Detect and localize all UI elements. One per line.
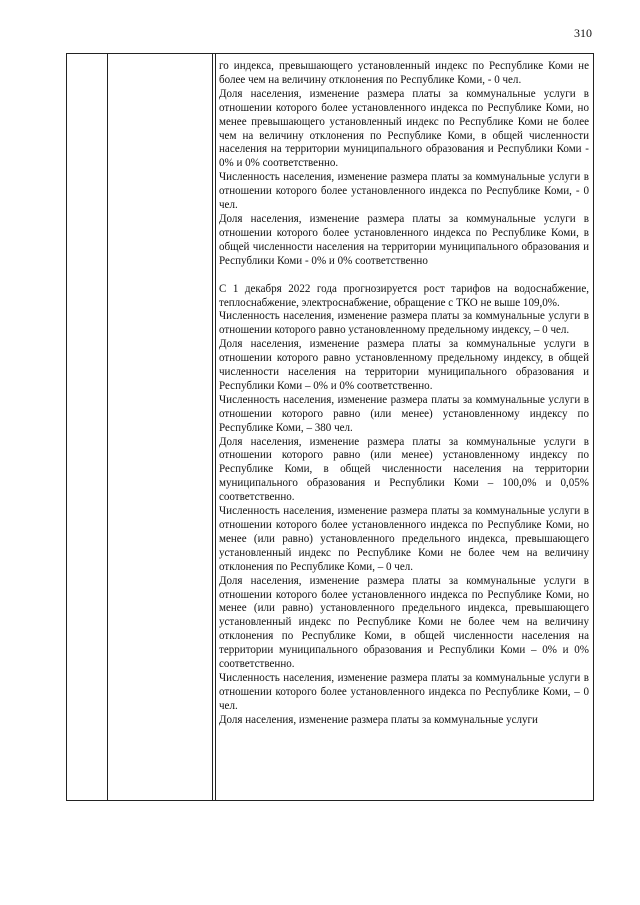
paragraph: Численность населения, изменение размера платы за коммунальные услуги в отношении которого равно установленному предельному индексу, – 0 чел. bbox=[219, 310, 589, 337]
content-cell bbox=[219, 60, 589, 728]
paragraph-gap bbox=[219, 269, 589, 283]
paragraph: Доля населения, изменение размера платы за коммунальные услуги в отношении которого равно установленному предельному индексу, в общей численности населения на территории муниципального образования и Республики Коми – 0% и 0% соответственно. bbox=[219, 338, 589, 392]
paragraph: Доля населения, изменение размера платы за коммунальные услуги bbox=[219, 713, 538, 726]
paragraph: Доля населения, изменение размера платы за коммунальные услуги в отношении которого более установленного индекса по Республике Коми, в общей численности населения на территории муниципального образования и Республики Коми - 0% и 0% соответственно bbox=[219, 212, 589, 267]
page-number: 310 bbox=[574, 26, 592, 40]
paragraph: Численность населения, изменение размера платы за коммунальные услуги в отношении которого равно (или менее) установленному индексу по Республике Коми, – 380 чел. bbox=[219, 393, 589, 434]
column-divider bbox=[215, 54, 216, 800]
column-divider bbox=[212, 54, 213, 800]
paragraph: Численность населения, изменение размера платы за коммунальные услуги в отношении которого более установленного индекса по Республике Коми, - 0 чел. bbox=[219, 171, 589, 212]
paragraph: Численность населения, изменение размера платы за коммунальные услуги в отношении которого более установленного индекса по Республике Коми, но менее (или равно) установленного предельного индекса, превышающего установленный индекс по Республике Коми не более чем на величину отклонения по Республике Коми, – 0 чел. bbox=[219, 505, 589, 573]
document-table bbox=[66, 53, 594, 801]
paragraph: Численность населения, изменение размера платы за коммунальные услуги в отношении которого более установленного индекса по Республике Коми, – 0 чел. bbox=[219, 671, 589, 712]
column-divider bbox=[107, 54, 108, 800]
paragraph: Доля населения, изменение размера платы за коммунальные услуги в отношении которого более установленного индекса по Республике Коми, но менее превышающего установленный индекс по Республике Коми не более чем на величину отклонения по Республике Коми, в общей численности населения на территории муниципального образования и Республики Коми - 0% и 0% соответственно. bbox=[219, 87, 589, 170]
paragraph: Доля населения, изменение размера платы за коммунальные услуги в отношении которого равно (или менее) установленному индексу по Республике Коми, в общей численности населения на территории муниципального образования и Республики Коми – 100,0% и 0,05% соответственно. bbox=[219, 435, 589, 504]
paragraph: Доля населения, изменение размера платы за коммунальные услуги в отношении которого более установленного индекса по Республике Коми, но менее (или равно) установленного предельного индекса, превышающего установленный индекс по Республике Коми не более чем на величину отклонения по Республике Коми, в общей численности населения на территории муниципального образования и Республики Коми – 0% и 0% соответственно. bbox=[219, 574, 589, 671]
paragraph: С 1 декабря 2022 года прогнозируется рост тарифов на водоснабжение, теплоснабжение, электроснабжение, обращение с ТКО не выше 109,0%. bbox=[219, 282, 589, 309]
paragraph: го индекса, превышающего установленный индекс по Республике Коми не более чем на величину отклонения по Республике Коми, - 0 чел. bbox=[219, 60, 589, 86]
